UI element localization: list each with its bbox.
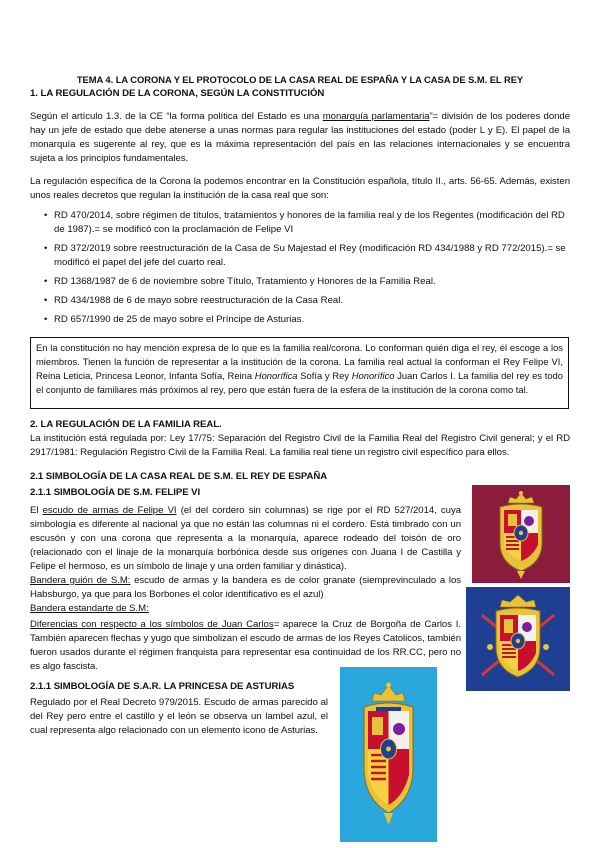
guion-paragraph: Bandera guión de S.M: escudo de armas y la bandera es de color granate (siemprevinculado a los Habsburgo, ya que para los Borbones el color identificativo es el azul) bbox=[30, 575, 461, 600]
section-2-1-1-heading: 2.1.1 SIMBOLOGÍA DE S.M. FELIPE VI bbox=[30, 487, 201, 498]
guion-flag-image bbox=[472, 485, 570, 583]
princess-paragraph: Regulado por el Real Decreto 979/2015. Escudo de armas parecido al del Rey pero entre el castillo y el león se observa un lambel azul, el cual representa algo relacionado con un elemento icono de Asturias. bbox=[30, 697, 328, 736]
section-2-paragraph: La institución está regulada por: Ley 17/75: Separación del Registro Civil de la Familia Real del Registro Civil general; y el RD 2917/1981: Regulación Registro Civil de la Familia Real. La familia real tiene un registro civil específico para ellos. bbox=[30, 433, 570, 458]
list-item: • RD 470/2014, sobre régimen de títulos, tratamientos y honores de la familia real y de los Regentes (modificación del RD de 1987).= se modificó con la proclamación de Felipe VI bbox=[42, 209, 570, 237]
section-1-paragraph-2: La regulación específica de la Corona la podemos encontrar en la Constitución española, título II., arts. 56-65. Además, existen unos reales decretos que regulan la institución de la casa real que son: bbox=[30, 176, 570, 201]
section-1-paragraph-1: Según el artículo 1.3. de la CE “la forma política del Estado es una monarquía parlamentaria”= división de los poderes donde hay un jefe de estado que debe atenerse a unas normas para regular las instituciones del estado (poder L y E). El papel de la monarquía es sugerente al rey, que es la máxima representación del país en las relaciones internacionales y se encuentra sujeta a los principios fundamentales. bbox=[30, 111, 570, 164]
list-item: • RD 657/1990 de 25 de mayo sobre el Príncipe de Asturias. bbox=[42, 313, 570, 327]
differences-label: Diferencias con respecto a los símbolos de Juan Carlos bbox=[30, 619, 274, 630]
estandarte-label: Bandera estandarte de S.M: bbox=[30, 603, 149, 614]
list-item: • RD 372/2019 sobre reestructuración de la Casa de Su Majestad el Rey (modificación RD 434/1988 y RD 772/2015).= se modificó el papel del jefe del cuarto real. bbox=[42, 242, 570, 270]
section-2-1-heading: 2.1 SIMBOLOGÍA DE LA CASA REAL DE S.M. EL REY DE ESPAÑA bbox=[30, 471, 328, 482]
estandarte-flag-image bbox=[466, 587, 570, 691]
monarquia-term: monarquía parlamentaria bbox=[322, 111, 430, 122]
princess-flag-image bbox=[340, 667, 437, 842]
list-item: • RD 434/1988 de 6 de mayo sobre reestructuración de la Casa Real. bbox=[42, 294, 570, 308]
family-note-box bbox=[30, 337, 569, 409]
list-item: • RD 1368/1987 de 6 de noviembre sobre Título, Tratamiento y Honores de la Familia Real. bbox=[42, 275, 570, 289]
decree-list bbox=[42, 209, 570, 332]
felipe-paragraph: El escudo de armas de Felipe VI (el del cordero sin columnas) se rige por el RD 527/2014, cuya simbología es diferente al nacional ya que no están las columnas ni el cordero. Está timbrado con un escusón y con una corona que representa a la monarquía, aparece rodeado del toisón de oro (relacionado con el linaje de la monarquía borbónica desde sus orígenes con Juana I de Castilla y Felipe el hermoso, es un símbolo de linaje y una orden familiar y dinástica). bbox=[30, 505, 462, 572]
differences-paragraph: Diferencias con respecto a los símbolos de Juan Carlos= aparece la Cruz de Borgoña de Carlos I. También aparecen flechas y yugo que simbolizan el escudo de armas de los Reyes Catolicos, también fueron usados durante el régimen franquista para representar esa continuidad de los RR.CC, pero no es algo fascista. bbox=[30, 619, 461, 672]
princess-heading: 2.1.1 SIMBOLOGÍA DE S.A.R. LA PRINCESA DE ASTURIAS bbox=[30, 681, 295, 692]
escudo-link: escudo de armas de Felipe VI bbox=[42, 505, 177, 516]
document-title: TEMA 4. LA CORONA Y EL PROTOCOLO DE LA CASA REAL DE ESPAÑA Y LA CASA DE S.M. EL REY bbox=[76, 74, 524, 85]
family-note-text: En la constitución no hay mención expresa de lo que es la familia real/corona. Lo conforman quién diga el rey, él escoge a los miembros. Tienen la función de representar a la institución de la corona. La familia real actual la conforman el Rey Felipe VI, Reina Leticia, Princesa Leonor, Infanta Sofía, Reina Honorífica Sofía y Rey Honorífico Juan Carlos I. La familia del rey es todo el conjunto de familiares más próximos al rey, pero que están fuera de la esfera de la institución de la corona como tal. bbox=[36, 342, 563, 395]
section-2-heading: 2. LA REGULACIÓN DE LA FAMILIA REAL. bbox=[30, 419, 222, 430]
guion-label: Bandera guión de S.M: bbox=[30, 575, 131, 586]
section-1-heading: 1. LA REGULACIÓN DE LA CORONA, SEGÚN LA CONSTITUCIÓN bbox=[30, 88, 325, 99]
